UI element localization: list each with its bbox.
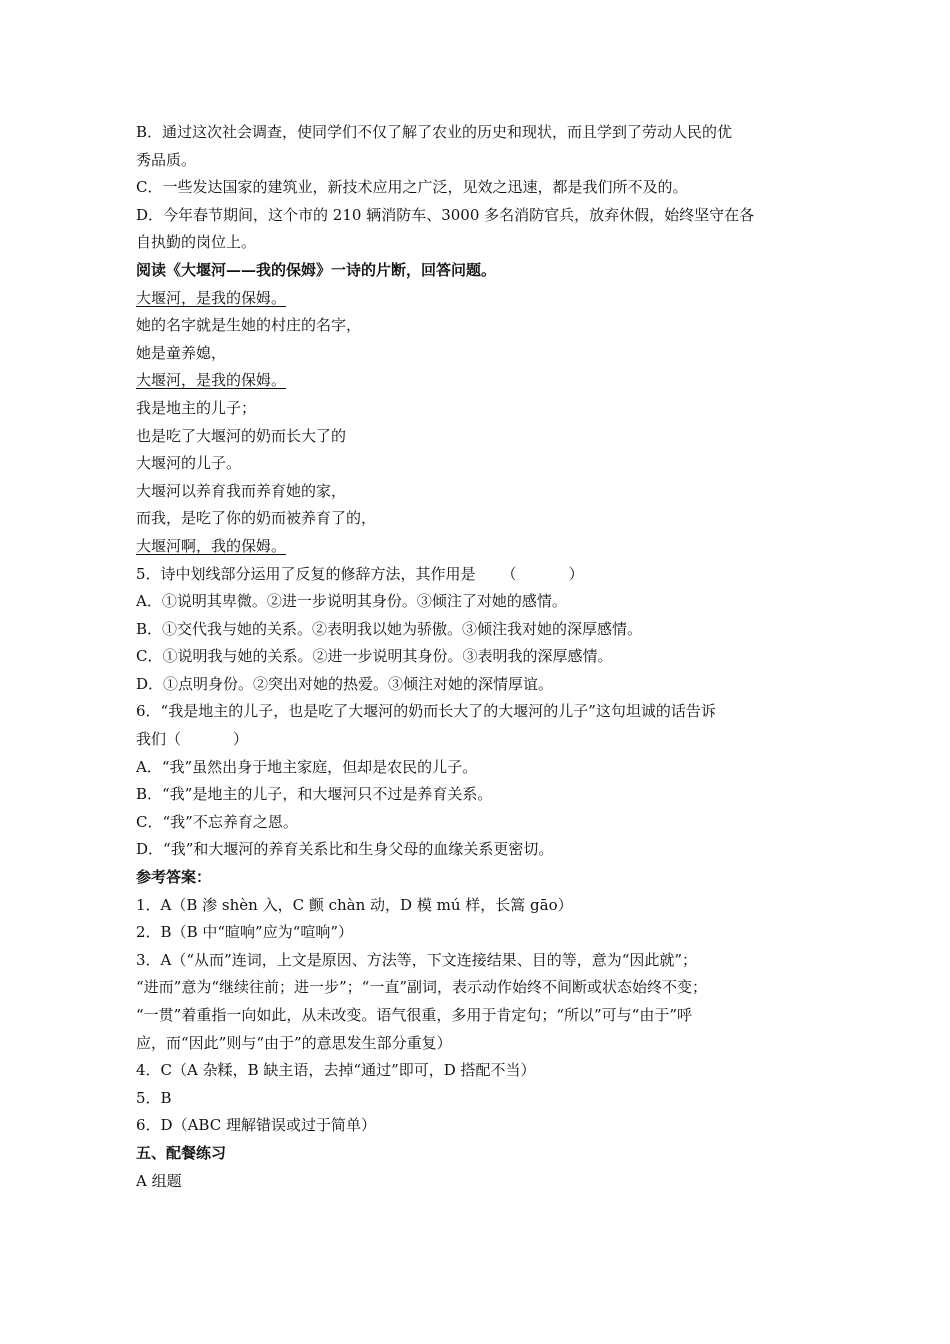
answer-6: 6．D（ABC 理解错误或过于简单） [136,1116,376,1135]
q5-answer-paren-open: （ [501,564,517,583]
q4-option-c: C．一些发达国家的建筑业，新技术应用之广泛，见效之迅速，都是我们所不及的。 [136,178,688,197]
poem-line-underlined: 大堰河，是我的保姆。 [136,288,287,307]
poem-line: 也是吃了大堰河的奶而长大了的 [136,426,347,445]
q6-option-b: B．“我”是地主的儿子，和大堰河只不过是养育关系。 [136,785,493,804]
q5-stem: 5．诗中划线部分运用了反复的修辞方法，其作用是 [136,564,476,583]
answer-3-line2: “进而”意为“继续往前；进一步”；“一直”副词，表示动作始终不间断或状态始终不变； [136,978,708,997]
q4-option-b-line2: 秀品质。 [136,150,197,169]
answer-3-line3: “一贯”着重指一向如此，从未改变。语气很重，多用于肯定句；“所以”可与“由于”呼 [136,1006,693,1024]
document-body [136,119,816,1195]
q6-option-c: C．“我”不忘养育之恩。 [136,812,298,831]
answer-5: 5．B [136,1088,172,1107]
q5-option-d: D．①点明身份。②突出对她的热爱。③倾注对她的深情厚谊。 [136,674,554,693]
q6-answer-paren-close: ） [233,730,249,749]
reading-instruction: 阅读《大堰河——我的保姆》一诗的片断，回答问题。 [136,260,497,279]
q4-option-d-line2: 自执勤的岗位上。 [136,233,257,252]
q5-stem-line [136,561,816,589]
q6-stem-line1: 6．“我是地主的儿子，也是吃了大堰河的奶而长大了的大堰河的儿子”这句坦诚的话告诉 [136,702,716,721]
answer-2: 2．B（B 中“暄响”应为“喧响”） [136,923,354,942]
q6-stem-line2 [136,726,816,754]
answer-3-line4: 应，而“因此”则与“由于”的意思发生部分重复） [136,1033,452,1052]
q5-option-a: A．①说明其卑微。②进一步说明其身份。③倾注了对她的感情。 [136,592,567,611]
answer-1: 1．A（B 渗 shèn 入，C 颤 chàn 动，D 模 mú 样，长篙 gāo） [136,895,573,914]
q4-option-d-line1: D．今年春节期间，这个市的 210 辆消防车、3000 多名消防官兵，放弃休假，始终坚守在各 [136,205,755,224]
q5-option-b: B．①交代我与她的关系。②表明我以她为骄傲。③倾注我对她的深厚感情。 [136,619,643,638]
q6-option-d: D．“我”和大堰河的养育关系比和生身父母的血缘关系更密切。 [136,840,554,859]
poem-line: 大堰河的儿子。 [136,454,242,473]
q4-option-b-line1: B．通过这次社会调查，使同学们不仅了解了农业的历史和现状，而且学到了劳动人民的优 [136,123,733,141]
poem-line-underlined: 大堰河，是我的保姆。 [136,371,287,390]
section-heading: 五、配餐练习 [136,1143,227,1162]
answers-heading: 参考答案： [136,868,212,887]
q6-option-a: A．“我”虽然出身于地主家庭，但却是农民的儿子。 [136,757,478,776]
poem-line: 大堰河以养育我而养育她的家， [136,481,347,500]
poem-line: 她是童养媳， [136,343,227,362]
q6-stem-part: 我们（ [136,730,182,749]
poem-line: 我是地主的儿子； [136,398,257,417]
poem-line: 而我，是吃了你的奶而被养育了的， [136,509,377,528]
q5-option-c: C．①说明我与她的关系。②进一步说明其身份。③表明我的深厚感情。 [136,647,613,666]
answer-4: 4．C（A 杂糅，B 缺主语，去掉“通过”即可，D 搭配不当） [136,1061,536,1080]
poem-line: 她的名字就是生她的村庄的名字， [136,316,362,335]
answer-3-line1: 3．A（“从而”连词，上文是原因、方法等，下文连接结果、目的等，意为“因此就”； [136,950,698,969]
poem-line-underlined: 大堰河啊，我的保姆。 [136,536,287,555]
q5-answer-paren-close: ） [568,564,584,583]
group-label: A 组题 [136,1171,182,1190]
